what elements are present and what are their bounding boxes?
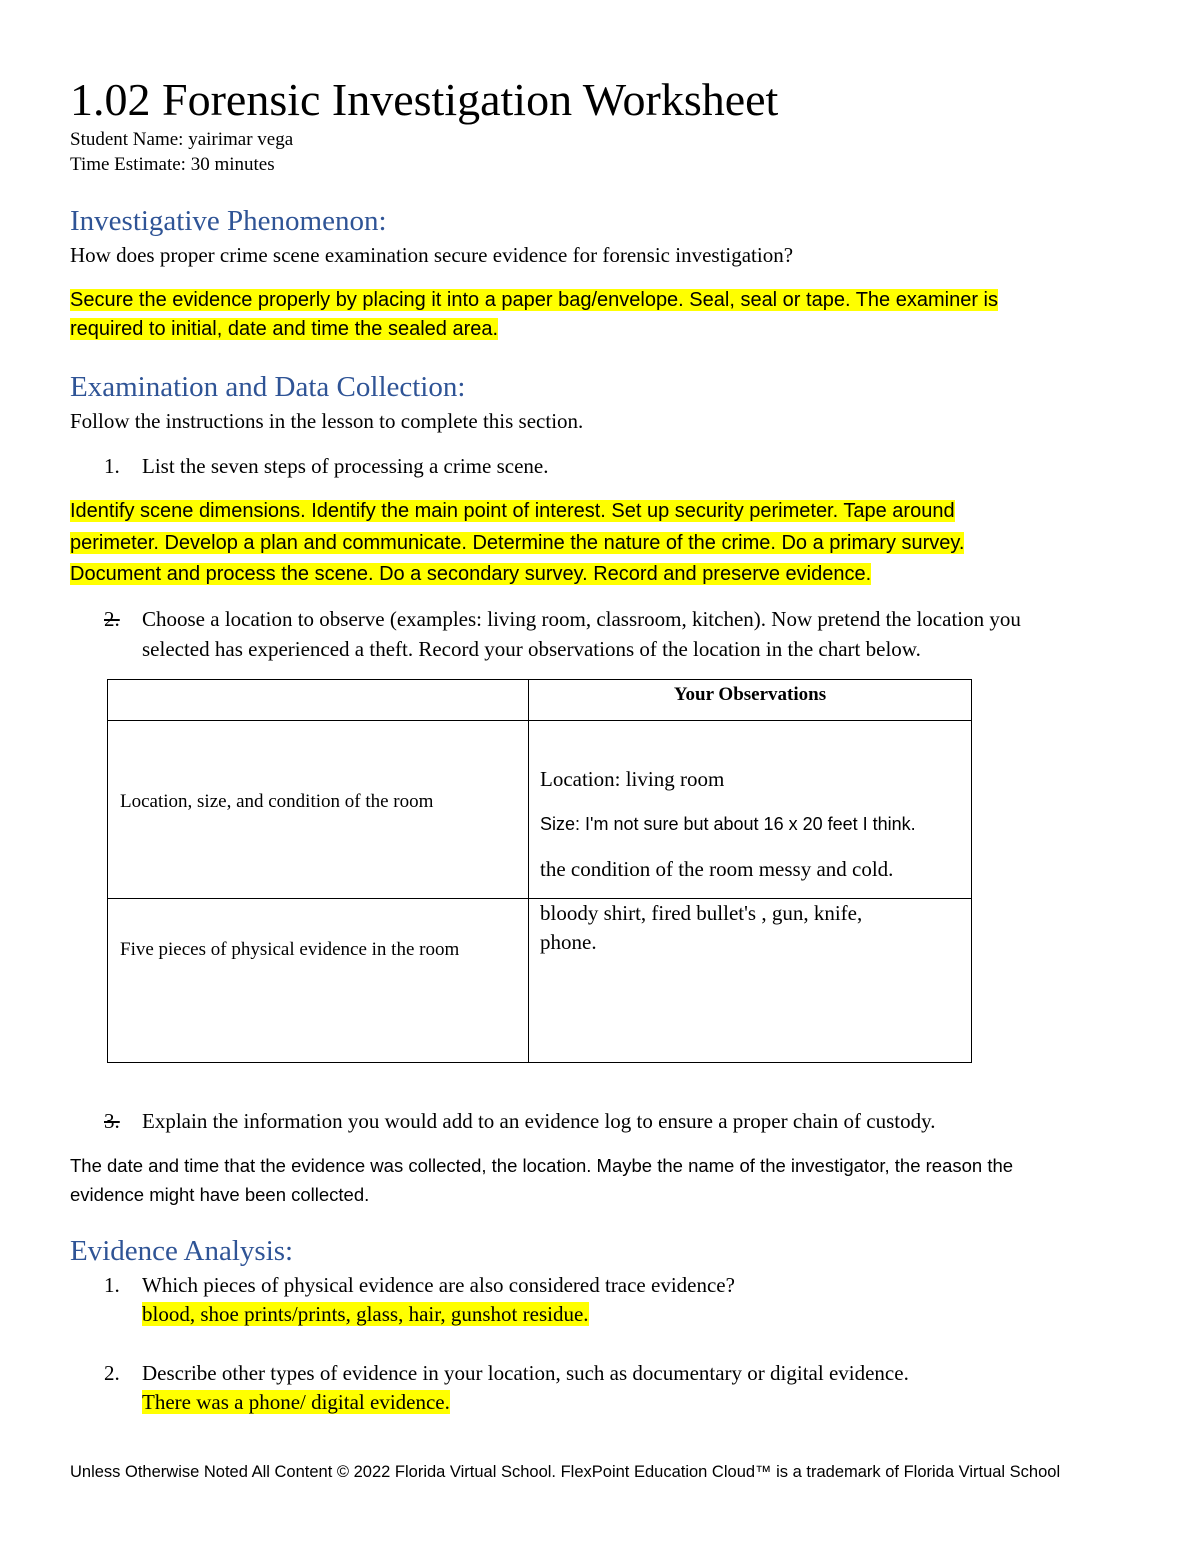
observations-table [107, 679, 972, 1063]
table-cell-row1-observation [529, 721, 972, 899]
examination-intro: Follow the instructions in the lesson to complete this section. [70, 409, 584, 433]
phenomenon-heading: Investigative Phenomenon: [70, 205, 387, 237]
row2-evidence-line2: phone. [540, 930, 597, 954]
table-row [108, 899, 529, 1063]
analysis-answer-1: blood, shoe prints/prints, glass, hair, gunshot residue. [142, 1302, 589, 1326]
phenomenon-answer-line1: Secure the evidence properly by placing it into a paper bag/envelope. Seal, seal or tape. The examiner is [70, 289, 998, 311]
examination-answer-3-line1: The date and time that the evidence was collected, the location. Maybe the name of the investigator, the reason the [70, 1155, 1014, 1176]
examination-question-2-line2: selected has experienced a theft. Record your observations of the location in the chart below. [142, 637, 921, 661]
row1-label: Location, size, and condition of the room [120, 791, 434, 812]
row1-size: Size: I'm not sure but about 16 x 20 feet I think. [540, 814, 916, 834]
worksheet-page: 1.02 Forensic Investigation Worksheet Student Name: yairimar vega Time Estimate: 30 minutes Investigative Phenomenon: How does proper crime scene examination secure evidence for forensic investigation? Secure the evidence properly by placing it into a paper bag/envelope. Seal, seal or tape. The examiner is required to initial, date and time the sealed area. Examination and Data Collection: Follow the instructions in the lesson to complete this section. 1. List the seven steps of processing a crime scene. Identify scene dimensions. Identify the main point of interest. Set up security perimeter. Tape around perimeter. Develop a plan and communicate. Determine the nature of the crime. Do a primary survey. Document and process the scene. Do a secondary survey. Record and preserve evidence. 2. Choose a location to observe (examples: living room, classroom, kitchen). Now pretend the location you selected has experienced a theft. Record your observations of the location in the chart below. Your Observations Location, size, and condition of the room Location: living room Size: I'm not sure but about 16 x 20 feet I think. the condition of the room messy and cold. Five pieces of physical evidence in the room bloody shirt, fired bullet's , gun, knife, phone. 3. Explain the information you would add to an evidence log to ensure a proper chain of custody. The date and time that the evidence was collected, the location. Maybe the name of the investigator, the reason the evidence might have been collected. Evidence Analysis: 1. Which pieces of physical evidence are also considered trace evidence? blood, shoe prints/prints, glass, hair, gunshot residue. 2. Describe other types of evidence in your location, such as documentary or digital evidence. There was a phone/ digital evidence. Unless Otherwise Noted All Content © 2022 Florida Virtual School. FlexPoint Education Cloud™ is a trademark of Florida Virtual School [0, 0, 1200, 1553]
examination-heading: Examination and Data Collection: [70, 371, 466, 403]
row1-location: Location: living room [540, 767, 725, 791]
time-estimate: Time Estimate: 30 minutes [70, 154, 275, 175]
examination-answer-1-line3: Document and process the scene. Do a secondary survey. Record and preserve evidence. [70, 563, 872, 585]
table-header-left [108, 680, 529, 721]
phenomenon-answer-line2: required to initial, date and time the sealed area. [70, 318, 499, 340]
examination-answer-3-line2: evidence might have been collected. [70, 1184, 370, 1205]
table-header-observations: Your Observations [529, 680, 972, 721]
analysis-heading: Evidence Analysis: [70, 1235, 294, 1267]
phenomenon-question: How does proper crime scene examination secure evidence for forensic investigation? [70, 243, 794, 267]
examination-answer-1-line1: Identify scene dimensions. Identify the main point of interest. Set up security perimeter. Tape around [70, 500, 955, 522]
row2-evidence-line1: bloody shirt, fired bullet's , gun, knife, [540, 901, 863, 925]
page-footer: Unless Otherwise Noted All Content © 2022 Florida Virtual School. FlexPoint Education Cloud™ is a trademark of Florida Virtual School [70, 1463, 1061, 1481]
student-name: Student Name: yairimar vega [70, 129, 294, 150]
page-title: 1.02 Forensic Investigation Worksheet [70, 74, 779, 125]
row1-condition: the condition of the room messy and cold. [540, 857, 894, 881]
table-row [108, 721, 529, 899]
examination-answer-1-line2: perimeter. Develop a plan and communicate. Determine the nature of the crime. Do a primary survey. [70, 532, 965, 554]
analysis-answer-2: There was a phone/ digital evidence. [142, 1390, 450, 1414]
row2-label: Five pieces of physical evidence in the room [120, 939, 460, 960]
table-cell-row2-observation [529, 899, 972, 1063]
